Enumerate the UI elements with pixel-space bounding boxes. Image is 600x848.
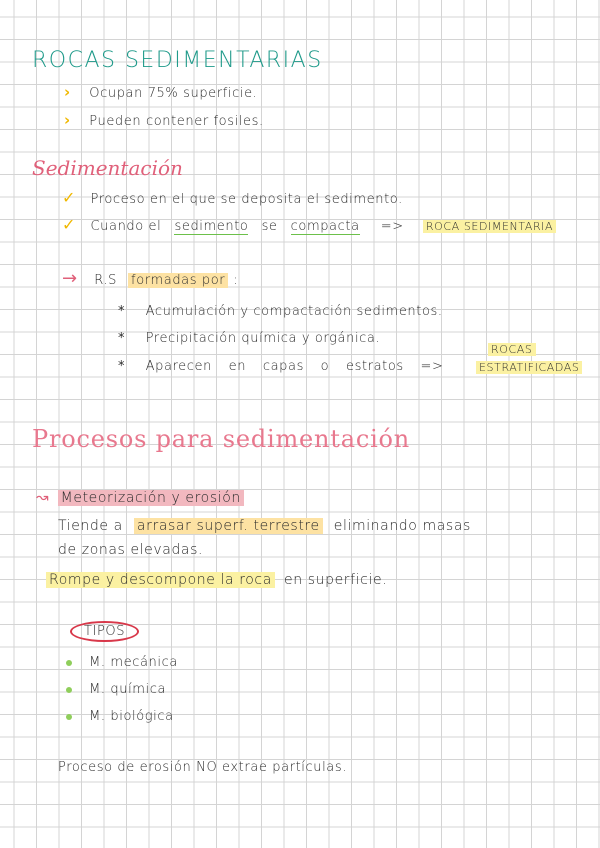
process-line-3 [46,569,387,588]
underlined-word: compacta [290,219,360,234]
tipos-label: TIPOS [70,621,139,642]
tipo-item-2 [66,678,166,697]
bullet-dot-icon [66,660,72,666]
section-heading-sedimentacion: Sedimentación [32,156,183,180]
check-item-1 [62,188,403,207]
bullet-dot-icon [66,687,72,693]
process-text: en superficie. [283,572,388,588]
rs-item-text: Precipitación química y orgánica. [145,331,381,346]
intro-item-text: Pueden contener fosiles. [89,114,264,129]
process-line-2: de zonas elevadas. [58,542,204,558]
check-item-text: se [261,219,278,234]
rs-highlight: formadas por [128,273,228,288]
page-title: ROCAS SEDIMENTARIAS [32,48,323,73]
rs-suffix: : [233,273,239,288]
check-item-text: Proceso en el que se deposita el sedimento. [90,192,403,207]
process-highlight: Rompe y descompone la roca [46,572,275,588]
subheading-line [36,487,244,506]
bullet-dot-icon [66,714,72,720]
result-rocas: ROCAS [488,343,536,356]
rs-item-2 [118,327,380,346]
rs-item-3 [118,355,444,374]
rs-item-text: Aparecen en capas o estratos => [145,359,444,374]
process-text: Tiende a [58,518,123,534]
process-line-1 [58,515,471,534]
subheading-meteorizacion: Meteorización y erosión [58,490,244,506]
process-text: eliminando masas [333,518,471,534]
asterisk-icon: * [118,331,125,346]
curved-arrow-icon: ↝ [36,488,49,506]
result-estratificadas: ESTRATIFICADAS [476,361,582,374]
section-heading-procesos: Procesos para sedimentación [32,425,411,453]
tipo-item-1 [66,651,178,670]
tipo-text: M. mecánica [89,655,178,670]
erosion-note: Proceso de erosión NO extrae partículas. [58,760,347,775]
rs-prefix: R.S [94,273,117,288]
rs-line [62,268,238,289]
tipo-text: M. química [89,682,167,697]
chevron-right-icon: › [64,83,71,101]
checkmark-icon: ✓ [62,188,76,207]
tipo-text: M. biológica [89,709,174,724]
rs-item-text: Acumulación y compactación sedimentos. [145,304,443,319]
arrow-right-icon: → [62,268,78,289]
implies-arrow: => [380,219,404,234]
intro-item-text: Ocupan 75% superficie. [89,86,258,101]
asterisk-icon: * [118,359,125,374]
checkmark-icon: ✓ [62,215,76,234]
result-highlight: ROCA SEDIMENTARIA [423,220,556,233]
underlined-word: sedimento [174,219,249,234]
asterisk-icon: * [118,304,125,319]
intro-item-2 [64,110,264,129]
check-item-text: Cuando el [90,219,162,234]
check-item-2 [62,215,556,234]
intro-item-1 [64,82,257,101]
process-highlight: arrasar superf. terrestre [134,518,323,534]
chevron-right-icon: › [64,111,71,129]
rs-item-1 [118,300,443,319]
tipo-item-3 [66,705,174,724]
